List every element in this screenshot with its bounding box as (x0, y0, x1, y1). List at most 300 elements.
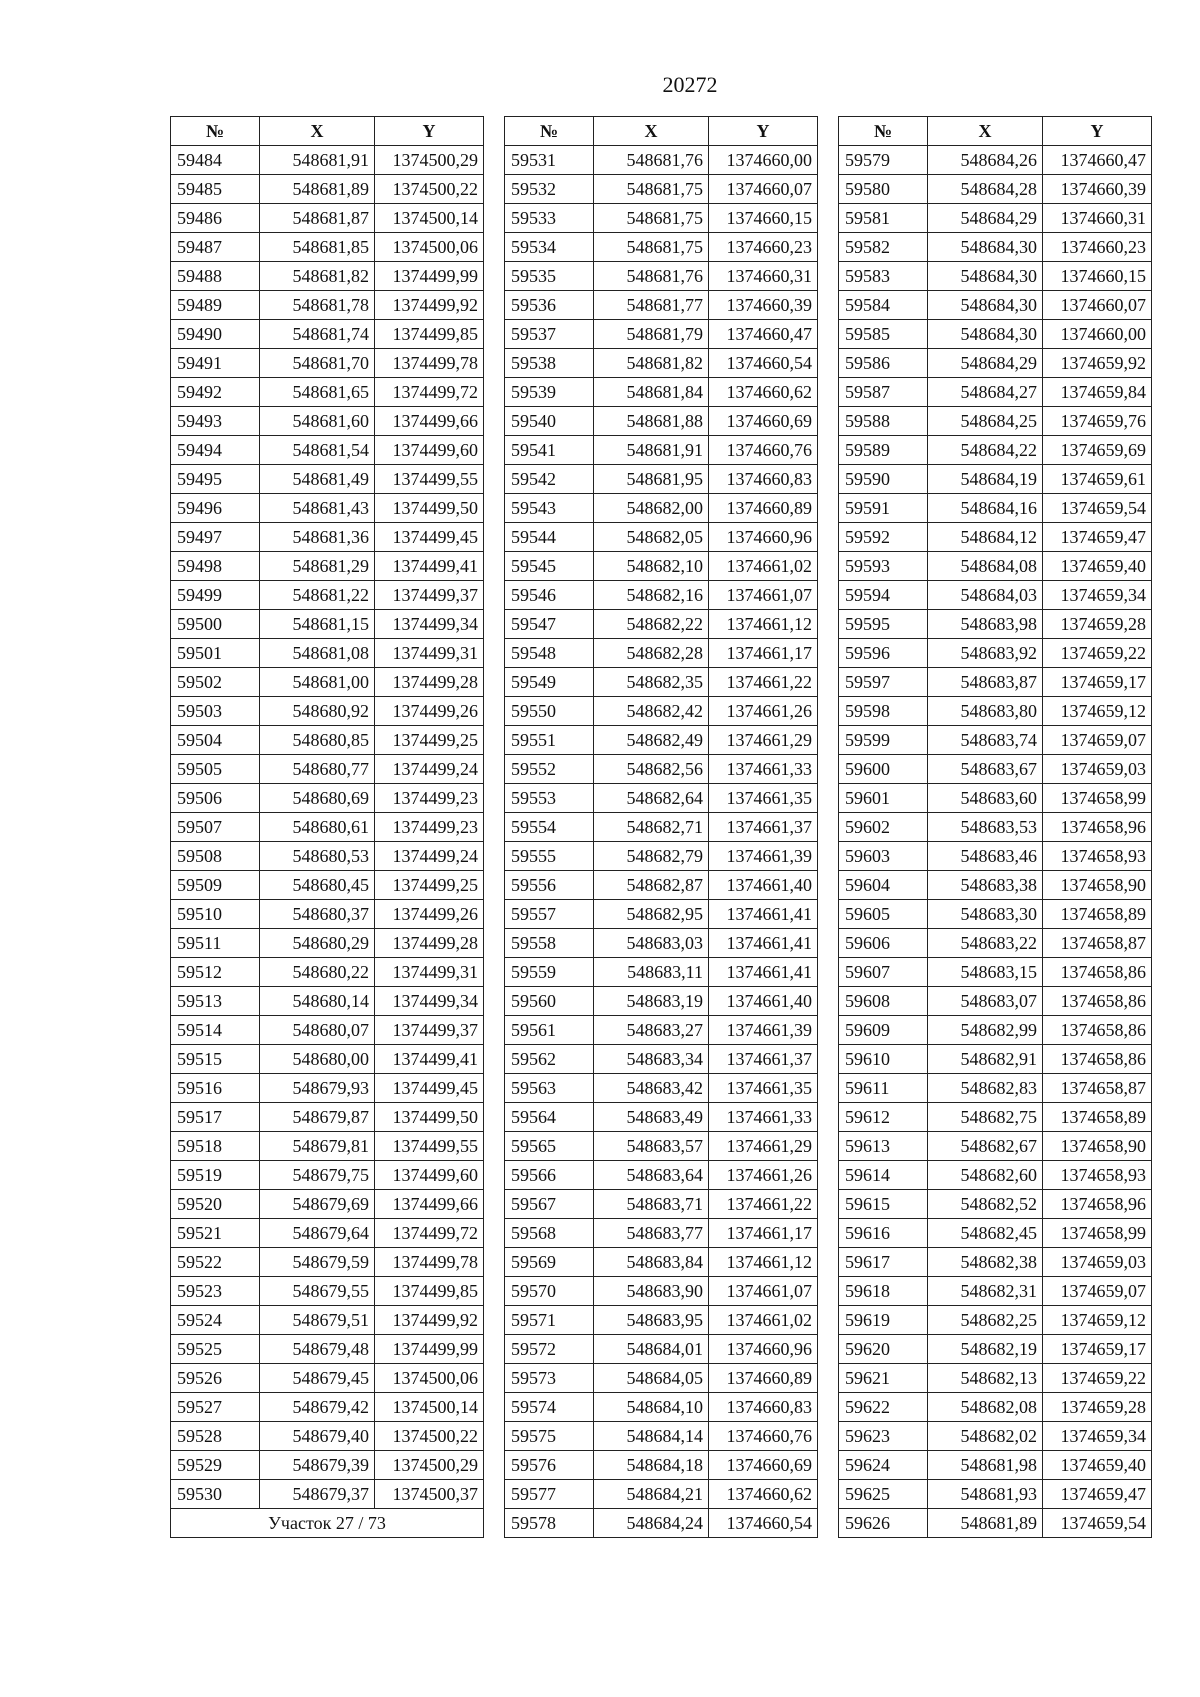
y-coordinate-cell: 1374658,86 (1043, 1045, 1152, 1074)
point-number-cell: 59581 (839, 204, 928, 233)
header-x: X (594, 117, 709, 146)
table-row (171, 320, 484, 349)
table-row (839, 726, 1152, 755)
point-number-cell: 59595 (839, 610, 928, 639)
y-coordinate-cell: 1374661,37 (709, 1045, 818, 1074)
table-row (839, 1335, 1152, 1364)
y-coordinate-cell: 1374660,69 (709, 407, 818, 436)
table-row (171, 697, 484, 726)
y-coordinate-cell: 1374659,34 (1043, 1422, 1152, 1451)
point-number-cell: 59546 (505, 581, 594, 610)
table-row (839, 1190, 1152, 1219)
point-number-cell: 59494 (171, 436, 260, 465)
x-coordinate-cell: 548682,99 (928, 1016, 1043, 1045)
point-number-cell: 59576 (505, 1451, 594, 1480)
point-number-cell: 59583 (839, 262, 928, 291)
table-row (171, 407, 484, 436)
point-number-cell: 59555 (505, 842, 594, 871)
table-row (505, 523, 818, 552)
point-number-cell: 59616 (839, 1219, 928, 1248)
y-coordinate-cell: 1374499,41 (375, 1045, 484, 1074)
y-coordinate-cell: 1374661,41 (709, 929, 818, 958)
table-row (171, 668, 484, 697)
table-row (505, 1103, 818, 1132)
x-coordinate-cell: 548683,15 (928, 958, 1043, 987)
x-coordinate-cell: 548681,84 (594, 378, 709, 407)
y-coordinate-cell: 1374659,54 (1043, 494, 1152, 523)
table-row (839, 1219, 1152, 1248)
table-row (839, 1509, 1152, 1538)
table-row (505, 378, 818, 407)
y-coordinate-cell: 1374499,31 (375, 639, 484, 668)
point-number-cell: 59621 (839, 1364, 928, 1393)
point-number-cell: 59530 (171, 1480, 260, 1509)
y-coordinate-cell: 1374499,31 (375, 958, 484, 987)
point-number-cell: 59562 (505, 1045, 594, 1074)
x-coordinate-cell: 548680,77 (260, 755, 375, 784)
table-row (171, 552, 484, 581)
point-number-cell: 59508 (171, 842, 260, 871)
table-row (505, 1335, 818, 1364)
y-coordinate-cell: 1374659,17 (1043, 1335, 1152, 1364)
x-coordinate-cell: 548681,98 (928, 1451, 1043, 1480)
point-number-cell: 59485 (171, 175, 260, 204)
y-coordinate-cell: 1374658,86 (1043, 987, 1152, 1016)
point-number-cell: 59499 (171, 581, 260, 610)
x-coordinate-cell: 548682,42 (594, 697, 709, 726)
point-number-cell: 59552 (505, 755, 594, 784)
table-row (839, 842, 1152, 871)
table-row (505, 436, 818, 465)
x-coordinate-cell: 548683,49 (594, 1103, 709, 1132)
table-row (171, 1074, 484, 1103)
table-row (505, 958, 818, 987)
table-row (839, 958, 1152, 987)
y-coordinate-cell: 1374658,96 (1043, 813, 1152, 842)
y-coordinate-cell: 1374659,28 (1043, 1393, 1152, 1422)
y-coordinate-cell: 1374660,15 (1043, 262, 1152, 291)
point-number-cell: 59579 (839, 146, 928, 175)
y-coordinate-cell: 1374659,40 (1043, 552, 1152, 581)
y-coordinate-cell: 1374499,34 (375, 610, 484, 639)
y-coordinate-cell: 1374658,89 (1043, 900, 1152, 929)
table-row (171, 378, 484, 407)
y-coordinate-cell: 1374660,39 (709, 291, 818, 320)
y-coordinate-cell: 1374499,85 (375, 1277, 484, 1306)
table-row (839, 987, 1152, 1016)
x-coordinate-cell: 548681,43 (260, 494, 375, 523)
table-row (839, 349, 1152, 378)
x-coordinate-cell: 548680,61 (260, 813, 375, 842)
y-coordinate-cell: 1374658,93 (1043, 1161, 1152, 1190)
y-coordinate-cell: 1374660,69 (709, 1451, 818, 1480)
y-coordinate-cell: 1374660,96 (709, 523, 818, 552)
y-coordinate-cell: 1374499,25 (375, 871, 484, 900)
x-coordinate-cell: 548682,13 (928, 1364, 1043, 1393)
point-number-cell: 59527 (171, 1393, 260, 1422)
y-coordinate-cell: 1374499,26 (375, 900, 484, 929)
x-coordinate-cell: 548682,60 (928, 1161, 1043, 1190)
y-coordinate-cell: 1374661,26 (709, 697, 818, 726)
x-coordinate-cell: 548681,91 (260, 146, 375, 175)
table-row (839, 291, 1152, 320)
y-coordinate-cell: 1374659,07 (1043, 1277, 1152, 1306)
table-row (839, 1451, 1152, 1480)
x-coordinate-cell: 548683,80 (928, 697, 1043, 726)
point-number-cell: 59521 (171, 1219, 260, 1248)
x-coordinate-cell: 548681,65 (260, 378, 375, 407)
table-row (505, 1451, 818, 1480)
x-coordinate-cell: 548679,42 (260, 1393, 375, 1422)
table-row (505, 900, 818, 929)
point-number-cell: 59559 (505, 958, 594, 987)
point-number-cell: 59610 (839, 1045, 928, 1074)
table-row (839, 1422, 1152, 1451)
point-number-cell: 59571 (505, 1306, 594, 1335)
table-row (839, 1074, 1152, 1103)
x-coordinate-cell: 548682,31 (928, 1277, 1043, 1306)
x-coordinate-cell: 548682,28 (594, 639, 709, 668)
y-coordinate-cell: 1374661,22 (709, 668, 818, 697)
table-row (505, 1045, 818, 1074)
table-row (171, 1161, 484, 1190)
table-row (839, 668, 1152, 697)
table-row (839, 610, 1152, 639)
header-number: № (505, 117, 594, 146)
point-number-cell: 59575 (505, 1422, 594, 1451)
y-coordinate-cell: 1374659,47 (1043, 523, 1152, 552)
point-number-cell: 59528 (171, 1422, 260, 1451)
table-row (171, 1364, 484, 1393)
x-coordinate-cell: 548680,00 (260, 1045, 375, 1074)
y-coordinate-cell: 1374499,55 (375, 1132, 484, 1161)
table-row (839, 1161, 1152, 1190)
table-row (839, 262, 1152, 291)
point-number-cell: 59533 (505, 204, 594, 233)
point-number-cell: 59624 (839, 1451, 928, 1480)
y-coordinate-cell: 1374660,89 (709, 494, 818, 523)
table-row (505, 1161, 818, 1190)
table-row (505, 552, 818, 581)
table-row (839, 1132, 1152, 1161)
point-number-cell: 59613 (839, 1132, 928, 1161)
x-coordinate-cell: 548682,22 (594, 610, 709, 639)
x-coordinate-cell: 548684,29 (928, 349, 1043, 378)
table-row (505, 1132, 818, 1161)
x-coordinate-cell: 548684,21 (594, 1480, 709, 1509)
table-row (171, 1103, 484, 1132)
table-row (839, 784, 1152, 813)
y-coordinate-cell: 1374660,31 (1043, 204, 1152, 233)
point-number-cell: 59542 (505, 465, 594, 494)
y-coordinate-cell: 1374499,92 (375, 291, 484, 320)
point-number-cell: 59580 (839, 175, 928, 204)
y-coordinate-cell: 1374660,83 (709, 465, 818, 494)
y-coordinate-cell: 1374660,89 (709, 1364, 818, 1393)
x-coordinate-cell: 548682,16 (594, 581, 709, 610)
table-row (171, 784, 484, 813)
table-row (505, 697, 818, 726)
y-coordinate-cell: 1374659,22 (1043, 639, 1152, 668)
x-coordinate-cell: 548682,10 (594, 552, 709, 581)
x-coordinate-cell: 548683,42 (594, 1074, 709, 1103)
table-row (171, 871, 484, 900)
x-coordinate-cell: 548682,05 (594, 523, 709, 552)
x-coordinate-cell: 548679,37 (260, 1480, 375, 1509)
point-number-cell: 59577 (505, 1480, 594, 1509)
x-coordinate-cell: 548683,34 (594, 1045, 709, 1074)
x-coordinate-cell: 548684,19 (928, 465, 1043, 494)
x-coordinate-cell: 548683,74 (928, 726, 1043, 755)
x-coordinate-cell: 548683,67 (928, 755, 1043, 784)
y-coordinate-cell: 1374659,07 (1043, 726, 1152, 755)
point-number-cell: 59597 (839, 668, 928, 697)
y-coordinate-cell: 1374499,23 (375, 784, 484, 813)
x-coordinate-cell: 548684,08 (928, 552, 1043, 581)
point-number-cell: 59582 (839, 233, 928, 262)
x-coordinate-cell: 548681,70 (260, 349, 375, 378)
x-coordinate-cell: 548683,30 (928, 900, 1043, 929)
point-number-cell: 59561 (505, 1016, 594, 1045)
point-number-cell: 59606 (839, 929, 928, 958)
table-row (505, 407, 818, 436)
table-row (505, 465, 818, 494)
table-row (505, 639, 818, 668)
table-row (839, 407, 1152, 436)
x-coordinate-cell: 548681,89 (260, 175, 375, 204)
x-coordinate-cell: 548684,29 (928, 204, 1043, 233)
x-coordinate-cell: 548681,88 (594, 407, 709, 436)
table-row (505, 204, 818, 233)
point-number-cell: 59620 (839, 1335, 928, 1364)
point-number-cell: 59545 (505, 552, 594, 581)
table-row (171, 1132, 484, 1161)
point-number-cell: 59551 (505, 726, 594, 755)
point-number-cell: 59599 (839, 726, 928, 755)
point-number-cell: 59514 (171, 1016, 260, 1045)
y-coordinate-cell: 1374659,17 (1043, 668, 1152, 697)
y-coordinate-cell: 1374661,37 (709, 813, 818, 842)
y-coordinate-cell: 1374499,23 (375, 813, 484, 842)
x-coordinate-cell: 548682,95 (594, 900, 709, 929)
y-coordinate-cell: 1374499,50 (375, 494, 484, 523)
point-number-cell: 59593 (839, 552, 928, 581)
y-coordinate-cell: 1374659,22 (1043, 1364, 1152, 1393)
point-number-cell: 59608 (839, 987, 928, 1016)
table-row (171, 523, 484, 552)
table-row (171, 958, 484, 987)
x-coordinate-cell: 548679,55 (260, 1277, 375, 1306)
point-number-cell: 59538 (505, 349, 594, 378)
x-coordinate-cell: 548679,64 (260, 1219, 375, 1248)
x-coordinate-cell: 548682,38 (928, 1248, 1043, 1277)
point-number-cell: 59622 (839, 1393, 928, 1422)
table-row (505, 1393, 818, 1422)
x-coordinate-cell: 548682,87 (594, 871, 709, 900)
table-row (839, 755, 1152, 784)
x-coordinate-cell: 548681,22 (260, 581, 375, 610)
table-row (171, 465, 484, 494)
table-row (171, 204, 484, 233)
point-number-cell: 59484 (171, 146, 260, 175)
y-coordinate-cell: 1374659,69 (1043, 436, 1152, 465)
point-number-cell: 59570 (505, 1277, 594, 1306)
point-number-cell: 59510 (171, 900, 260, 929)
y-coordinate-cell: 1374499,41 (375, 552, 484, 581)
header-y: Y (375, 117, 484, 146)
table-row (171, 1045, 484, 1074)
y-coordinate-cell: 1374658,99 (1043, 784, 1152, 813)
x-coordinate-cell: 548681,08 (260, 639, 375, 668)
x-coordinate-cell: 548684,27 (928, 378, 1043, 407)
point-number-cell: 59548 (505, 639, 594, 668)
table-row (505, 755, 818, 784)
point-number-cell: 59612 (839, 1103, 928, 1132)
y-coordinate-cell: 1374500,06 (375, 233, 484, 262)
table-row (171, 1422, 484, 1451)
x-coordinate-cell: 548681,29 (260, 552, 375, 581)
table-row (505, 610, 818, 639)
y-coordinate-cell: 1374660,47 (1043, 146, 1152, 175)
y-coordinate-cell: 1374500,29 (375, 1451, 484, 1480)
x-coordinate-cell: 548683,77 (594, 1219, 709, 1248)
y-coordinate-cell: 1374658,96 (1043, 1190, 1152, 1219)
x-coordinate-cell: 548681,76 (594, 146, 709, 175)
point-number-cell: 59516 (171, 1074, 260, 1103)
table-row (171, 1016, 484, 1045)
point-number-cell: 59553 (505, 784, 594, 813)
x-coordinate-cell: 548683,11 (594, 958, 709, 987)
point-number-cell: 59596 (839, 639, 928, 668)
table-row (171, 755, 484, 784)
x-coordinate-cell: 548681,54 (260, 436, 375, 465)
x-coordinate-cell: 548681,75 (594, 175, 709, 204)
x-coordinate-cell: 548683,64 (594, 1161, 709, 1190)
y-coordinate-cell: 1374499,99 (375, 1335, 484, 1364)
table-row (505, 987, 818, 1016)
y-coordinate-cell: 1374499,78 (375, 1248, 484, 1277)
x-coordinate-cell: 548682,75 (928, 1103, 1043, 1132)
point-number-cell: 59618 (839, 1277, 928, 1306)
y-coordinate-cell: 1374660,23 (1043, 233, 1152, 262)
x-coordinate-cell: 548679,45 (260, 1364, 375, 1393)
y-coordinate-cell: 1374499,60 (375, 1161, 484, 1190)
x-coordinate-cell: 548683,46 (928, 842, 1043, 871)
coordinates-table-1 (170, 116, 484, 1538)
point-number-cell: 59585 (839, 320, 928, 349)
y-coordinate-cell: 1374659,84 (1043, 378, 1152, 407)
header-x: X (260, 117, 375, 146)
x-coordinate-cell: 548681,87 (260, 204, 375, 233)
y-coordinate-cell: 1374659,03 (1043, 755, 1152, 784)
table-row (171, 1393, 484, 1422)
x-coordinate-cell: 548683,57 (594, 1132, 709, 1161)
x-coordinate-cell: 548681,75 (594, 204, 709, 233)
x-coordinate-cell: 548683,27 (594, 1016, 709, 1045)
y-coordinate-cell: 1374661,35 (709, 784, 818, 813)
x-coordinate-cell: 548684,30 (928, 262, 1043, 291)
x-coordinate-cell: 548684,30 (928, 291, 1043, 320)
x-coordinate-cell: 548683,38 (928, 871, 1043, 900)
y-coordinate-cell: 1374499,45 (375, 523, 484, 552)
y-coordinate-cell: 1374661,12 (709, 610, 818, 639)
y-coordinate-cell: 1374660,54 (709, 349, 818, 378)
y-coordinate-cell: 1374500,14 (375, 1393, 484, 1422)
y-coordinate-cell: 1374659,61 (1043, 465, 1152, 494)
x-coordinate-cell: 548682,64 (594, 784, 709, 813)
point-number-cell: 59586 (839, 349, 928, 378)
y-coordinate-cell: 1374660,47 (709, 320, 818, 349)
table-row (839, 1045, 1152, 1074)
point-number-cell: 59565 (505, 1132, 594, 1161)
y-coordinate-cell: 1374661,40 (709, 987, 818, 1016)
coordinates-table-3 (838, 116, 1152, 1538)
point-number-cell: 59590 (839, 465, 928, 494)
header-x: X (928, 117, 1043, 146)
y-coordinate-cell: 1374499,34 (375, 987, 484, 1016)
x-coordinate-cell: 548679,40 (260, 1422, 375, 1451)
y-coordinate-cell: 1374660,62 (709, 378, 818, 407)
y-coordinate-cell: 1374661,02 (709, 1306, 818, 1335)
point-number-cell: 59489 (171, 291, 260, 320)
table-row (171, 233, 484, 262)
y-coordinate-cell: 1374499,28 (375, 929, 484, 958)
table-row (505, 1190, 818, 1219)
y-coordinate-cell: 1374659,28 (1043, 610, 1152, 639)
y-coordinate-cell: 1374500,22 (375, 175, 484, 204)
point-number-cell: 59563 (505, 1074, 594, 1103)
table-row (171, 146, 484, 175)
y-coordinate-cell: 1374658,87 (1043, 929, 1152, 958)
table-row (171, 1219, 484, 1248)
table-row (839, 175, 1152, 204)
table-row (505, 349, 818, 378)
table-row (839, 697, 1152, 726)
table-row (171, 581, 484, 610)
table-row (171, 1335, 484, 1364)
table-row (839, 639, 1152, 668)
x-coordinate-cell: 548684,16 (928, 494, 1043, 523)
table-row (839, 552, 1152, 581)
header-number: № (839, 117, 928, 146)
point-number-cell: 59493 (171, 407, 260, 436)
point-number-cell: 59592 (839, 523, 928, 552)
table-row (839, 436, 1152, 465)
table-row (839, 1393, 1152, 1422)
point-number-cell: 59589 (839, 436, 928, 465)
x-coordinate-cell: 548683,95 (594, 1306, 709, 1335)
point-number-cell: 59507 (171, 813, 260, 842)
table-row (505, 1422, 818, 1451)
point-number-cell: 59569 (505, 1248, 594, 1277)
x-coordinate-cell: 548681,91 (594, 436, 709, 465)
table-row (839, 494, 1152, 523)
y-coordinate-cell: 1374499,66 (375, 407, 484, 436)
point-number-cell: 59607 (839, 958, 928, 987)
y-coordinate-cell: 1374660,15 (709, 204, 818, 233)
point-number-cell: 59560 (505, 987, 594, 1016)
table-row (839, 465, 1152, 494)
x-coordinate-cell: 548680,69 (260, 784, 375, 813)
table-row (171, 1248, 484, 1277)
point-number-cell: 59547 (505, 610, 594, 639)
y-coordinate-cell: 1374661,41 (709, 958, 818, 987)
y-coordinate-cell: 1374499,66 (375, 1190, 484, 1219)
point-number-cell: 59554 (505, 813, 594, 842)
y-coordinate-cell: 1374661,41 (709, 900, 818, 929)
y-coordinate-cell: 1374660,07 (709, 175, 818, 204)
point-number-cell: 59503 (171, 697, 260, 726)
